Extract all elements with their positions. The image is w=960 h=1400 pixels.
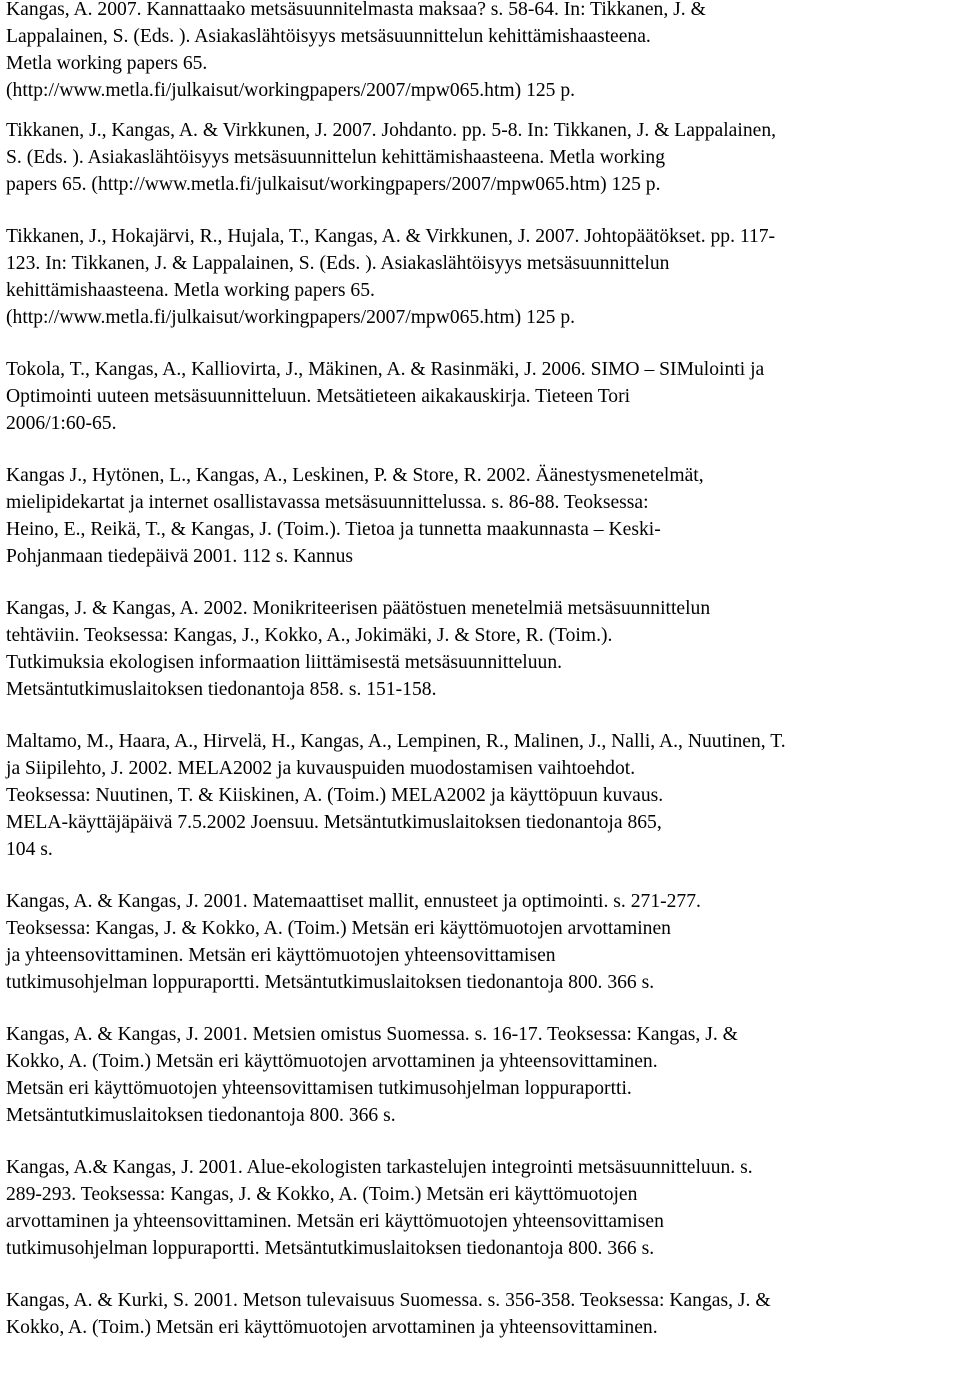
reference-line: MELA-käyttäjäpäivä 7.5.2002 Joensuu. Metsäntutkimuslaitoksen tiedonantoja 865,	[6, 812, 662, 833]
reference-line: Kangas, A. & Kurki, S. 2001. Metson tulevaisuus Suomessa. s. 356-358. Teoksessa: Kangas, J. &	[6, 1290, 771, 1311]
reference-line: (http://www.metla.fi/julkaisut/workingpapers/2007/mpw065.htm) 125 p.	[6, 307, 576, 328]
reference-line: Optimointi uuteen metsäsuunnitteluun. Metsätieteen aikakauskirja. Tieteen Tori	[6, 386, 631, 407]
reference-line: kehittämishaasteena. Metla working papers 65.	[6, 280, 375, 301]
reference-entry	[6, 595, 954, 703]
reference-entry	[6, 1154, 954, 1262]
reference-line: Heino, E., Reikä, T., & Kangas, J. (Toim.). Tietoa ja tunnetta maakunnasta – Keski-	[6, 519, 661, 540]
reference-line: tutkimusohjelman loppuraportti. Metsäntutkimuslaitoksen tiedonantoja 800. 366 s.	[6, 972, 655, 993]
reference-line: arvottaminen ja yhteensovittaminen. Metsän eri käyttömuotojen yhteensovittamisen	[6, 1211, 664, 1232]
reference-entry	[6, 888, 954, 996]
reference-entry	[6, 1021, 954, 1129]
reference-line: Tutkimuksia ekologisen informaation liittämisestä metsäsuunnitteluun.	[6, 652, 563, 673]
reference-line: Kangas, A. 2007. Kannattaako metsäsuunnitelmasta maksaa? s. 58-64. In: Tikkanen, J. &	[6, 0, 706, 20]
reference-line: mielipidekartat ja internet osallistavassa metsäsuunnittelussa. s. 86-88. Teoksessa:	[6, 492, 649, 513]
reference-line: (http://www.metla.fi/julkaisut/workingpapers/2007/mpw065.htm) 125 p.	[6, 80, 576, 101]
reference-line: Metsän eri käyttömuotojen yhteensovittamisen tutkimusohjelman loppuraportti.	[6, 1078, 632, 1099]
reference-line: papers 65. (http://www.metla.fi/julkaisut/workingpapers/2007/mpw065.htm) 125 p.	[6, 174, 661, 195]
reference-line: Kangas, J. & Kangas, A. 2002. Monikriteerisen päätöstuen menetelmiä metsäsuunnittelun	[6, 598, 711, 619]
reference-line: Tikkanen, J., Hokajärvi, R., Hujala, T., Kangas, A. & Virkkunen, J. 2007. Johtopäätökset. pp. 117-	[6, 226, 776, 247]
reference-line: Metsäntutkimuslaitoksen tiedonantoja 800. 366 s.	[6, 1105, 396, 1126]
reference-line: Kokko, A. (Toim.) Metsän eri käyttömuotojen arvottaminen ja yhteensovittaminen.	[6, 1317, 658, 1338]
reference-entry	[6, 223, 954, 331]
reference-line: ja yhteensovittaminen. Metsän eri käyttömuotojen yhteensovittamisen	[6, 945, 556, 966]
reference-line: Tikkanen, J., Kangas, A. & Virkkunen, J. 2007. Johdanto. pp. 5-8. In: Tikkanen, J. & Lappalainen,	[6, 120, 777, 141]
reference-line: 2006/1:60-65.	[6, 413, 117, 434]
reference-line: Maltamo, M., Haara, A., Hirvelä, H., Kangas, A., Lempinen, R., Malinen, J., Nalli, A., Nuutinen, T.	[6, 731, 786, 752]
reference-line: Kangas, A. & Kangas, J. 2001. Metsien omistus Suomessa. s. 16-17. Teoksessa: Kangas, J. &	[6, 1024, 738, 1045]
reference-entry	[6, 462, 954, 570]
reference-line: S. (Eds. ). Asiakaslähtöisyys metsäsuunnittelun kehittämishaasteena. Metla working	[6, 147, 666, 168]
reference-line: tehtäviin. Teoksessa: Kangas, J., Kokko, A., Jokimäki, J. & Store, R. (Toim.).	[6, 625, 613, 646]
reference-line: ja Siipilehto, J. 2002. MELA2002 ja kuvauspuiden muodostamisen vaihtoehdot.	[6, 758, 636, 779]
reference-line: tutkimusohjelman loppuraportti. Metsäntutkimuslaitoksen tiedonantoja 800. 366 s.	[6, 1238, 655, 1259]
reference-line: Kangas J., Hytönen, L., Kangas, A., Leskinen, P. & Store, R. 2002. Äänestysmenetelmät,	[6, 465, 704, 486]
reference-line: 104 s.	[6, 839, 53, 860]
reference-entry	[6, 0, 954, 104]
reference-line: Teoksessa: Nuutinen, T. & Kiiskinen, A. (Toim.) MELA2002 ja käyttöpuun kuvaus.	[6, 785, 664, 806]
reference-entry	[6, 1287, 954, 1341]
reference-line: Kangas, A. & Kangas, J. 2001. Matemaattiset mallit, ennusteet ja optimointi. s. 271-277.	[6, 891, 701, 912]
reference-line: Kangas, A.& Kangas, J. 2001. Alue-ekologisten tarkastelujen integrointi metsäsuunnitteluun. s.	[6, 1157, 753, 1178]
reference-line: Metla working papers 65.	[6, 53, 208, 74]
reference-line: 123. In: Tikkanen, J. & Lappalainen, S. (Eds. ). Asiakaslähtöisyys metsäsuunnittelun	[6, 253, 670, 274]
reference-entry	[6, 728, 954, 863]
reference-line: Pohjanmaan tiedepäivä 2001. 112 s. Kannus	[6, 546, 353, 567]
reference-line: Lappalainen, S. (Eds. ). Asiakaslähtöisyys metsäsuunnittelun kehittämishaasteena.	[6, 26, 651, 47]
reference-line: Tokola, T., Kangas, A., Kalliovirta, J., Mäkinen, A. & Rasinmäki, J. 2006. SIMO – SIMulointi ja	[6, 359, 765, 380]
reference-entry	[6, 356, 954, 437]
reference-line: 289-293. Teoksessa: Kangas, J. & Kokko, A. (Toim.) Metsän eri käyttömuotojen	[6, 1184, 638, 1205]
reference-line: Teoksessa: Kangas, J. & Kokko, A. (Toim.) Metsän eri käyttömuotojen arvottaminen	[6, 918, 671, 939]
reference-line: Metsäntutkimuslaitoksen tiedonantoja 858. s. 151-158.	[6, 679, 437, 700]
reference-entry	[6, 117, 954, 198]
reference-list	[6, 0, 954, 1341]
reference-line: Kokko, A. (Toim.) Metsän eri käyttömuotojen arvottaminen ja yhteensovittaminen.	[6, 1051, 658, 1072]
